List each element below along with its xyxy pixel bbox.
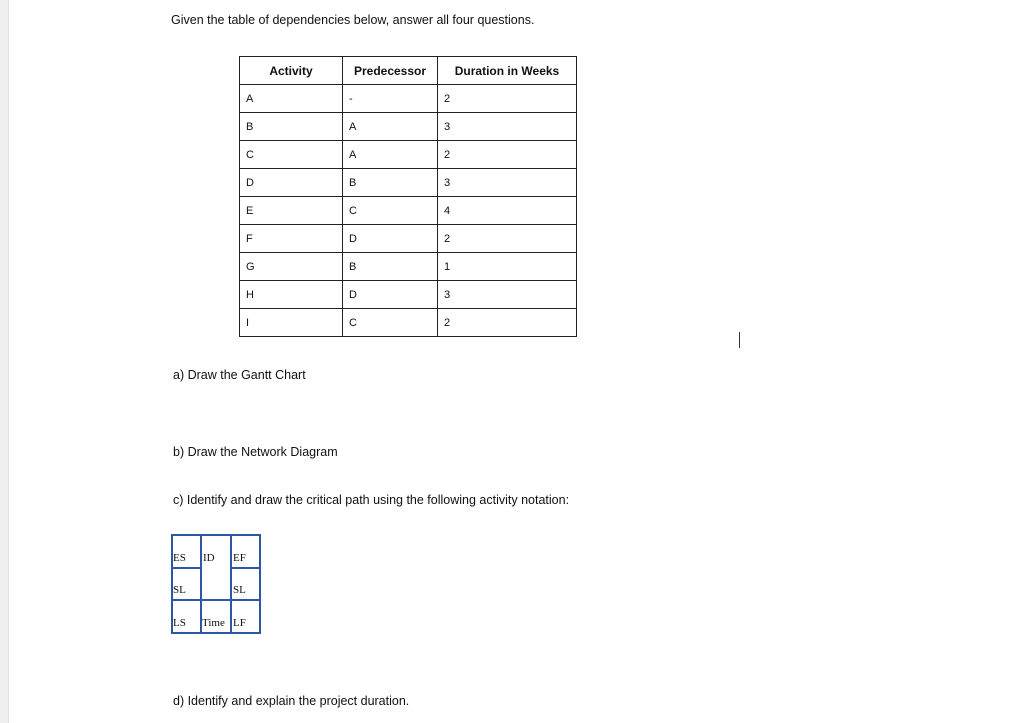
cell-duration: 2 bbox=[438, 309, 577, 337]
cell-duration: 2 bbox=[438, 141, 577, 169]
document-left-margin bbox=[0, 0, 9, 723]
table-row bbox=[240, 85, 577, 113]
activity-notation-box bbox=[171, 534, 261, 634]
table-row bbox=[240, 113, 577, 141]
notation-id-label: ID bbox=[203, 552, 215, 564]
cell-predecessor: C bbox=[343, 309, 438, 337]
notation-ef-label: EF bbox=[233, 552, 246, 564]
cell-activity: F bbox=[240, 225, 343, 253]
table-row bbox=[240, 141, 577, 169]
table-row bbox=[240, 225, 577, 253]
cell-activity: E bbox=[240, 197, 343, 225]
text-cursor bbox=[739, 332, 740, 348]
cell-activity: C bbox=[240, 141, 343, 169]
question-c: c) Identify and draw the critical path using the following activity notation: bbox=[173, 493, 570, 507]
cell-activity: G bbox=[240, 253, 343, 281]
cell-duration: 2 bbox=[438, 85, 577, 113]
cell-activity: B bbox=[240, 113, 343, 141]
cell-duration: 4 bbox=[438, 197, 577, 225]
question-d: d) Identify and explain the project duration. bbox=[173, 694, 410, 708]
cell-predecessor: D bbox=[343, 225, 438, 253]
table-row bbox=[240, 197, 577, 225]
notation-sl-right-label: SL bbox=[233, 584, 246, 596]
cell-duration: 3 bbox=[438, 169, 577, 197]
dependencies-table bbox=[239, 56, 577, 337]
notation-es-label: ES bbox=[173, 552, 186, 564]
cell-predecessor: - bbox=[343, 85, 438, 113]
cell-predecessor: D bbox=[343, 281, 438, 309]
table-row bbox=[240, 309, 577, 337]
header-predecessor: Predecessor bbox=[343, 57, 438, 85]
cell-activity: I bbox=[240, 309, 343, 337]
cell-duration: 1 bbox=[438, 253, 577, 281]
cell-duration: 2 bbox=[438, 225, 577, 253]
table-row bbox=[240, 281, 577, 309]
notation-lf-label: LF bbox=[233, 617, 246, 629]
cell-predecessor: B bbox=[343, 169, 438, 197]
cell-predecessor: A bbox=[343, 113, 438, 141]
question-a: a) Draw the Gantt Chart bbox=[173, 368, 306, 382]
cell-activity: A bbox=[240, 85, 343, 113]
notation-sl-left-label: SL bbox=[173, 584, 186, 596]
header-activity: Activity bbox=[240, 57, 343, 85]
cell-duration: 3 bbox=[438, 281, 577, 309]
cell-predecessor: B bbox=[343, 253, 438, 281]
question-b: b) Draw the Network Diagram bbox=[173, 445, 338, 459]
cell-activity: D bbox=[240, 169, 343, 197]
cell-predecessor: C bbox=[343, 197, 438, 225]
cell-predecessor: A bbox=[343, 141, 438, 169]
notation-time-label: Time bbox=[202, 617, 225, 629]
table-header-row bbox=[240, 57, 577, 85]
notation-ls-label: LS bbox=[173, 617, 186, 629]
cell-activity: H bbox=[240, 281, 343, 309]
table-row bbox=[240, 169, 577, 197]
header-duration: Duration in Weeks bbox=[438, 57, 577, 85]
cell-duration: 3 bbox=[438, 113, 577, 141]
table-row bbox=[240, 253, 577, 281]
intro-text: Given the table of dependencies below, answer all four questions. bbox=[171, 13, 535, 27]
